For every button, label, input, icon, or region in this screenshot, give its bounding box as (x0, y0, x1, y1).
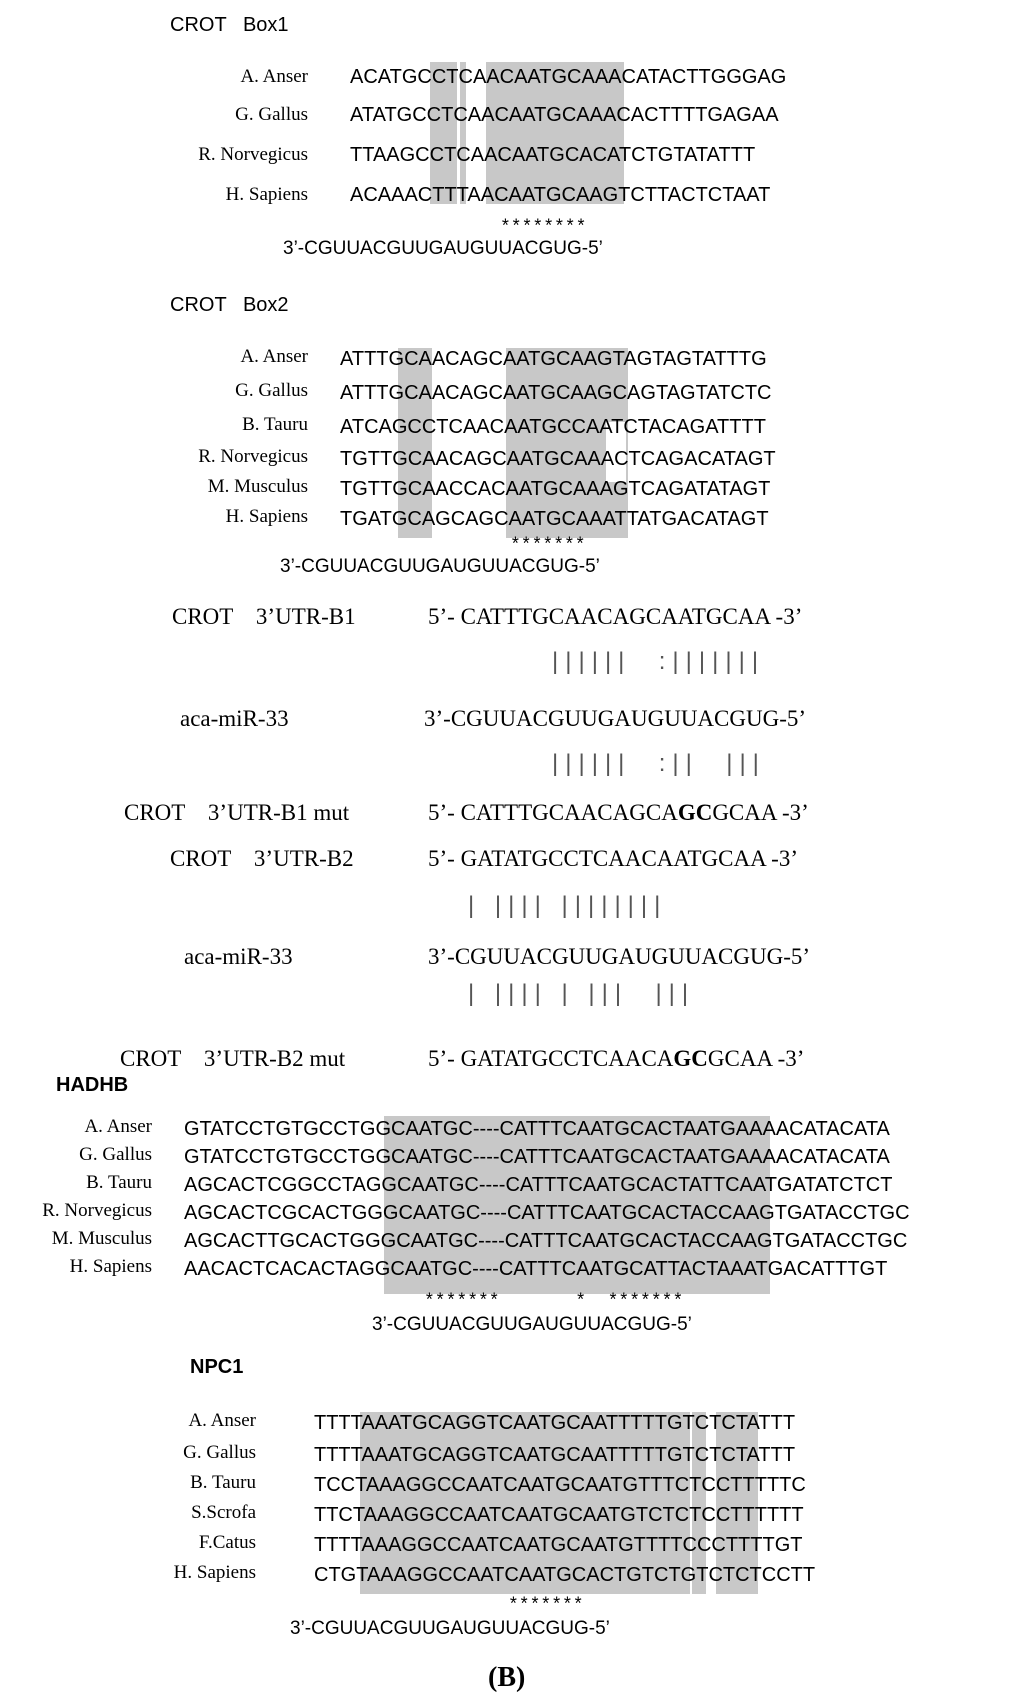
box1-species: G. Gallus (235, 104, 308, 125)
mir2-label: aca-miR-33 (184, 944, 293, 969)
box2-title: CROT Box2 (170, 294, 289, 316)
mir1-label: aca-miR-33 (180, 706, 289, 731)
box1-sequence: ACATGCCTCAACAATGCAAACATACTTGGGAG (350, 66, 787, 88)
npc1-sequence: TTCTAAAGGCCAATCAATGCAATGTCTCTCCTTTTTT (314, 1504, 804, 1526)
box2-species: B. Tauru (242, 414, 308, 435)
box1-sequence: ATATGCCTCAACAATGCAAACACTTTTGAGAA (350, 104, 779, 126)
npc1-sequence: TTTTAAATGCAGGTCAATGCAATTTTTGTCTCTATTT (314, 1412, 796, 1434)
box2-sequence: TGTTGCAACAGCAATGCAAACTCAGACATAGT (340, 448, 776, 470)
b1-label: CROT 3’UTR-B1 (172, 604, 356, 629)
npc1-species: B. Tauru (190, 1472, 256, 1493)
npc1-sequence: TCCTAAAGGCCAATCAATGCAATGTTTCTCCTTTTTC (314, 1474, 806, 1496)
box1-sequence: TTAAGCCTCAACAATGCACATCTGTATATTT (350, 144, 756, 166)
hadhb-species: H. Sapiens (69, 1256, 152, 1277)
npc1-sequence: TTTTAAATGCAGGTCAATGCAATTTTTGTCTCTATTT (314, 1444, 796, 1466)
box1-sequence: ACAAACTTTAACAATGCAAGTCTTACTCTAAT (350, 184, 771, 206)
box2-sequence: ATTTGCAACAGCAATGCAAGCAGTAGTATCTC (340, 382, 772, 404)
b2-sequence: 5’- GATATGCCTCAACAATGCAA -3’ (428, 846, 798, 871)
b2-pairing-marks: | |||| |||||||| (468, 892, 668, 919)
npc1-title: NPC1 (190, 1356, 244, 1378)
box2-species: A. Anser (240, 346, 308, 367)
b1mut-mutation: GC (677, 800, 713, 825)
npc1-mirna: 3’-CGUUACGUUGAUGUUACGUG-5’ (290, 1618, 610, 1639)
box1-title: CROT Box1 (170, 14, 289, 36)
box2-species: G. Gallus (235, 380, 308, 401)
box2-sequence: ATTTGCAACAGCAATGCAAGTAGTAGTATTTG (340, 348, 767, 370)
box2-species: R. Norvegicus (198, 446, 308, 467)
hadhb-species: A. Anser (84, 1116, 152, 1137)
b2mut-label: CROT 3’UTR-B2 mut (120, 1046, 346, 1071)
box2-stars: ******* (510, 536, 586, 556)
box2-mirna: 3’-CGUUACGUUGAUGUUACGUG-5’ (280, 556, 600, 577)
npc1-species: G. Gallus (183, 1442, 256, 1463)
b2-label: CROT 3’UTR-B2 (170, 846, 354, 871)
b2mut-sequence: 5’- GATATGCCTCAACAGCGCAA -3’ (428, 1046, 805, 1071)
mir2-sequence: 3’-CGUUACGUUGAUGUUACGUG-5’ (428, 944, 811, 969)
b1mut-label: CROT 3’UTR-B1 mut (124, 800, 350, 825)
box1-stars: ******** (500, 218, 587, 238)
box2-sequence: ATCAGCCTCAACAATGCCAATCTACAGATTTT (340, 416, 766, 438)
box2-species: M. Musculus (207, 476, 308, 497)
hadhb-species: R. Norvegicus (42, 1200, 152, 1221)
b1mut-pairing-marks: |||||| :|| ||| (552, 750, 766, 777)
b1-sequence: 5’- CATTTGCAACAGCAATGCAA -3’ (428, 604, 803, 629)
b2mut-pairing-marks: | |||| | ||| ||| (468, 980, 696, 1007)
box1-species: H. Sapiens (225, 184, 308, 205)
npc1-stars: ******* (508, 1596, 584, 1616)
hadhb-sequence: AACACTCACACTAGGCAATGC----CATTTCAATGCATTACTAAATGACATTTGT (184, 1258, 888, 1280)
figure-caption: (B) (488, 1662, 526, 1693)
hadhb-sequence: AGCACTCGCACTGGGCAATGC----CATTTCAATGCACTACCAAGTGATACCTGC (184, 1202, 910, 1224)
box1-species: R. Norvegicus (198, 144, 308, 165)
hadhb-sequence: AGCACTTGCACTGGGCAATGC----CATTTCAATGCACTACCAAGTGATACCTGC (184, 1230, 908, 1252)
box1-mirna: 3’-CGUUACGUUGAUGUUACGUG-5’ (283, 238, 603, 259)
hadhb-mirna: 3’-CGUUACGUUGAUGUUACGUG-5’ (372, 1314, 692, 1335)
hadhb-stars: ******* * ******* (424, 1292, 684, 1312)
hadhb-sequence: GTATCCTGTGCCTGGCAATGC----CATTTCAATGCACTAATGAAAACATACATA (184, 1118, 890, 1140)
npc1-species: F.Catus (198, 1532, 256, 1553)
hadhb-species: G. Gallus (79, 1144, 152, 1165)
box1-species: A. Anser (240, 66, 308, 87)
b2mut-mutation: GC (673, 1046, 708, 1071)
box2-sequence: TGATGCAGCAGCAATGCAAATTATGACATAGT (340, 508, 769, 530)
npc1-species: S.Scrofa (191, 1502, 256, 1523)
hadhb-species: M. Musculus (51, 1228, 152, 1249)
mir1-sequence: 3’-CGUUACGUUGAUGUUACGUG-5’ (424, 706, 807, 731)
b1mut-sequence: 5’- CATTTGCAACAGCAGCGCAA -3’ (428, 800, 809, 825)
hadhb-species: B. Tauru (86, 1172, 152, 1193)
npc1-species: H. Sapiens (173, 1562, 256, 1583)
box2-species: H. Sapiens (225, 506, 308, 527)
npc1-species: A. Anser (188, 1410, 256, 1431)
hadhb-title: HADHB (56, 1074, 129, 1096)
hadhb-sequence: GTATCCTGTGCCTGGCAATGC----CATTTCAATGCACTAATGAAAACATACATA (184, 1146, 890, 1168)
npc1-sequence: TTTTAAAGGCCAATCAATGCAATGTTTTCCCTTTTGT (314, 1534, 803, 1556)
b1-pairing-marks: |||||| :||||||| (552, 648, 766, 675)
hadhb-sequence: AGCACTCGGCCTAGGCAATGC----CATTTCAATGCACTATTCAATGATATCTCT (184, 1174, 893, 1196)
box2-sequence: TGTTGCAACCACAATGCAAAGTCAGATATAGT (340, 478, 771, 500)
npc1-sequence: CTGTAAAGGCCAATCAATGCACTGTCTGTCTCTCCTT (314, 1564, 816, 1586)
